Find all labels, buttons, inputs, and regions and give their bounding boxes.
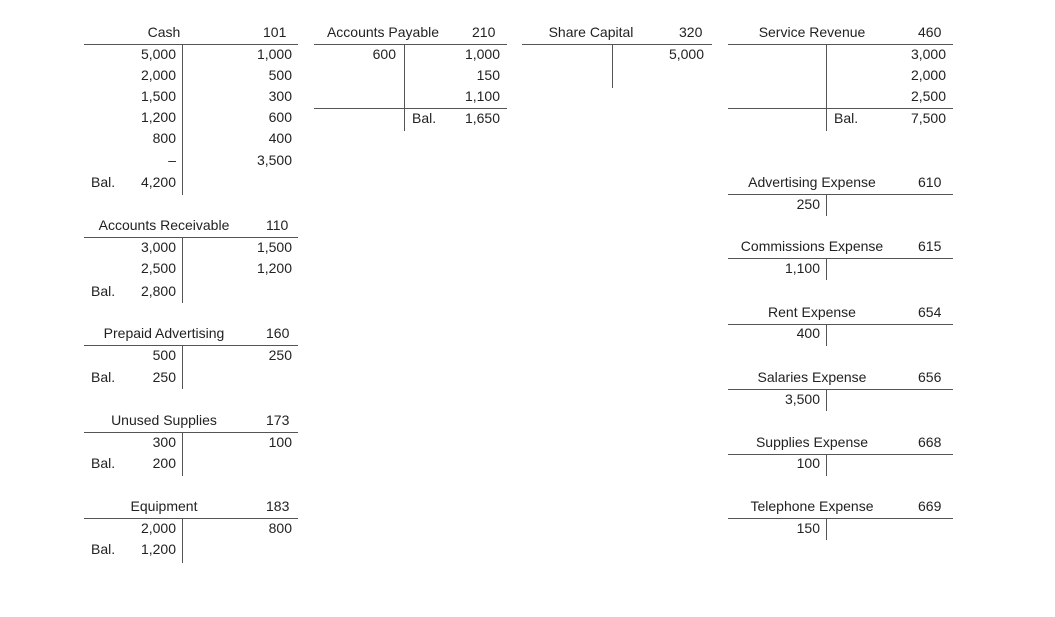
balance-label: Bal. <box>91 283 116 299</box>
account-title: Cash <box>147 24 181 40</box>
t-horizontal-rule <box>84 432 298 433</box>
debit-entry: 600 <box>372 46 396 62</box>
credit-entry: 400 <box>268 130 292 146</box>
debit-entry: 3,000 <box>140 239 176 255</box>
account-title: Supplies Expense <box>755 434 869 450</box>
debit-entry: 150 <box>796 520 820 536</box>
t-horizontal-rule <box>522 44 712 45</box>
balance-label: Bal. <box>91 369 116 385</box>
credit-entry: 600 <box>268 109 292 125</box>
account-number: 668 <box>918 434 942 450</box>
credit-entry: 100 <box>268 434 292 450</box>
t-horizontal-rule <box>728 44 953 45</box>
account-number: 615 <box>918 238 942 254</box>
t-horizontal-rule <box>728 194 953 195</box>
t-horizontal-rule <box>728 454 953 455</box>
credit-entry: 300 <box>268 88 292 104</box>
debit-entry: 400 <box>796 325 820 341</box>
debit-entry: 5,000 <box>140 46 176 62</box>
account-title: Prepaid Advertising <box>103 325 225 341</box>
t-vertical-rule <box>612 44 613 88</box>
debit-entry: 1,500 <box>140 88 176 104</box>
t-horizontal-rule <box>728 258 953 259</box>
account-number: 610 <box>918 174 942 190</box>
debit-entry: 3,500 <box>784 391 820 407</box>
balance-label: Bal. <box>412 110 437 126</box>
t-horizontal-rule <box>84 237 298 238</box>
debit-entry: 2,500 <box>140 260 176 276</box>
debit-entry: 300 <box>152 434 176 450</box>
debit-entry: – <box>168 152 176 168</box>
t-horizontal-rule <box>84 518 298 519</box>
credit-entry: 250 <box>268 347 292 363</box>
credit-entry: 800 <box>268 520 292 536</box>
t-horizontal-rule <box>728 518 953 519</box>
t-vertical-rule <box>182 237 183 303</box>
debit-entry: 250 <box>796 196 820 212</box>
credit-entry: 1,500 <box>256 239 292 255</box>
balance-amount: 1,200 <box>140 541 176 557</box>
balance-rule <box>314 108 507 109</box>
account-title: Share Capital <box>548 24 634 40</box>
account-number: 160 <box>266 325 290 341</box>
account-number: 183 <box>266 498 290 514</box>
debit-entry: 1,100 <box>784 260 820 276</box>
balance-amount: 4,200 <box>140 174 176 190</box>
balance-amount: 1,650 <box>464 110 500 126</box>
t-horizontal-rule <box>728 324 953 325</box>
account-title: Service Revenue <box>758 24 866 40</box>
account-number: 320 <box>679 24 703 40</box>
t-vertical-rule <box>182 345 183 389</box>
balance-label: Bal. <box>91 174 116 190</box>
balance-label: Bal. <box>91 541 116 557</box>
credit-entry: 2,500 <box>910 88 946 104</box>
t-horizontal-rule <box>84 345 298 346</box>
account-title: Commissions Expense <box>740 238 884 254</box>
balance-amount: 2,800 <box>140 283 176 299</box>
debit-entry: 100 <box>796 455 820 471</box>
t-horizontal-rule <box>314 44 507 45</box>
credit-entry: 150 <box>476 67 500 83</box>
credit-entry: 2,000 <box>910 67 946 83</box>
balance-amount: 200 <box>152 455 176 471</box>
debit-entry: 500 <box>152 347 176 363</box>
balance-label: Bal. <box>91 455 116 471</box>
account-title: Unused Supplies <box>111 412 217 428</box>
balance-rule <box>728 108 953 109</box>
account-number: 654 <box>918 304 942 320</box>
credit-entry: 3,000 <box>910 46 946 62</box>
account-title: Rent Expense <box>768 304 856 320</box>
t-vertical-rule <box>182 518 183 563</box>
balance-amount: 250 <box>152 369 176 385</box>
account-title: Telephone Expense <box>750 498 874 514</box>
t-horizontal-rule <box>84 44 298 45</box>
t-vertical-rule <box>826 258 827 280</box>
t-vertical-rule <box>826 454 827 476</box>
account-number: 101 <box>263 24 287 40</box>
credit-entry: 1,200 <box>256 260 292 276</box>
account-number: 656 <box>918 369 942 385</box>
account-title: Accounts Receivable <box>98 217 230 233</box>
account-title: Equipment <box>130 498 198 514</box>
t-vertical-rule <box>826 518 827 540</box>
credit-entry: 500 <box>268 67 292 83</box>
t-vertical-rule <box>826 44 827 131</box>
t-vertical-rule <box>182 432 183 476</box>
account-number: 460 <box>918 24 942 40</box>
account-title: Salaries Expense <box>757 369 867 385</box>
t-vertical-rule <box>826 389 827 411</box>
t-vertical-rule <box>826 324 827 346</box>
t-horizontal-rule <box>728 389 953 390</box>
t-vertical-rule <box>404 44 405 131</box>
debit-entry: 2,000 <box>140 520 176 536</box>
credit-entry: 3,500 <box>256 152 292 168</box>
credit-entry: 1,000 <box>256 46 292 62</box>
debit-entry: 2,000 <box>140 67 176 83</box>
debit-entry: 1,200 <box>140 109 176 125</box>
debit-entry: 800 <box>152 130 176 146</box>
account-number: 173 <box>266 412 290 428</box>
account-number: 669 <box>918 498 942 514</box>
t-vertical-rule <box>826 194 827 216</box>
balance-label: Bal. <box>834 110 859 126</box>
credit-entry: 1,000 <box>464 46 500 62</box>
account-title: Advertising Expense <box>748 174 876 190</box>
credit-entry: 5,000 <box>668 46 704 62</box>
balance-amount: 7,500 <box>910 110 946 126</box>
t-vertical-rule <box>182 44 183 195</box>
account-number: 110 <box>266 217 289 233</box>
account-title: Accounts Payable <box>326 24 440 40</box>
credit-entry: 1,100 <box>464 88 500 104</box>
account-number: 210 <box>472 24 496 40</box>
